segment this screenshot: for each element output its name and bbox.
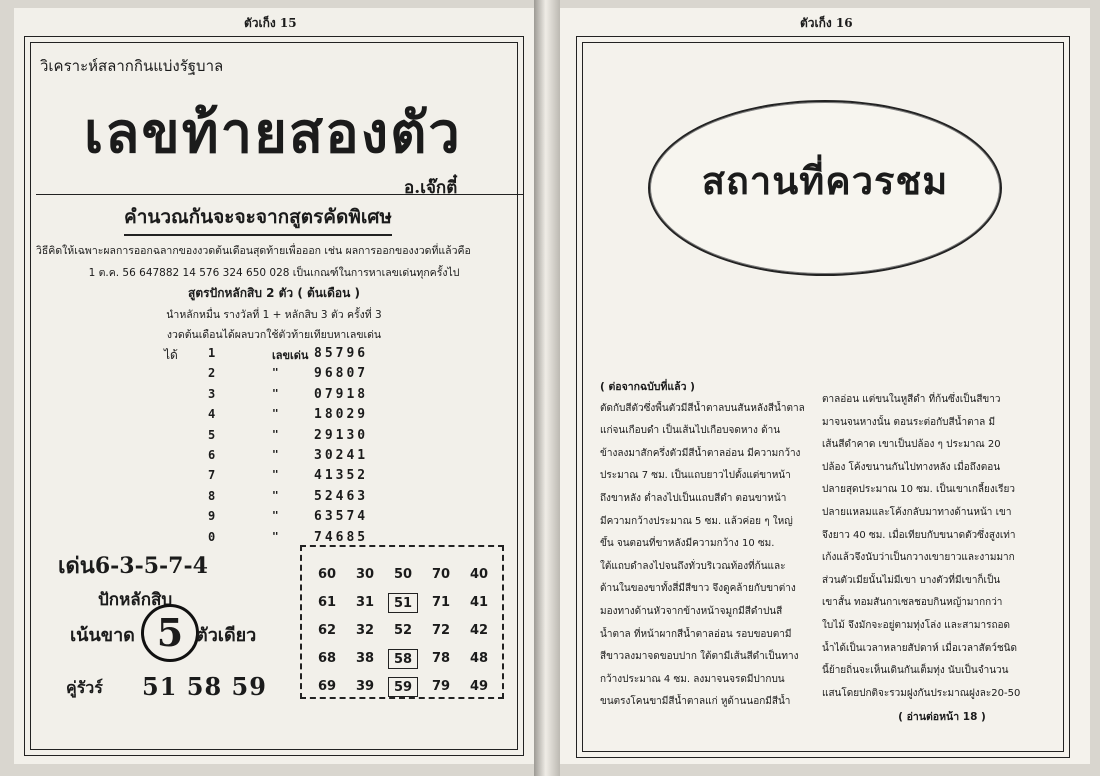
grid-cell: 68 [317, 651, 337, 666]
intro-line: วิธีคิดให้เฉพาะผลการออกฉลากของงวดต้นเดือนสุดท้ายเพื่อออก เช่น ผลการออกของงวดที่แล้วคือ [36, 245, 471, 257]
ditto-mark: " [272, 407, 279, 421]
grid-cell: 78 [431, 651, 451, 666]
row-index: 3 [208, 386, 216, 401]
article-line: ส่วนตัวเมียนั้นไม่มีเขา บางตัวที่มีเขาก็เป็น [822, 574, 1001, 586]
method-line: งวดต้นเดือนได้ผลบวกใช้ตัวท้ายเทียบหาเลขเด่น [166, 329, 382, 341]
grid-cell: 69 [317, 679, 337, 694]
article-line: ปลายแหลมและโค้งกลับมาทางด้านหน้า เขา [822, 506, 1012, 518]
ditto-mark: " [272, 468, 279, 482]
grid-cell: 50 [393, 567, 413, 582]
row-index: 9 [208, 509, 216, 524]
article-line: จึงยาว 40 ซม. เมื่อเทียบกับขนาดตัวซึ่งสูงเท่า [822, 529, 1016, 541]
grid-cell: 42 [469, 623, 489, 638]
article-line: ตัดกับสีตัวซึ่งพื้นตัวมีสีน้ำตาลบนสันหลังสีน้ำตาล [600, 402, 805, 414]
article-line: น้ำได้เป็นเวลาหลายสัปดาห์ เมื่อเวลาสัตว์ชนิด [822, 642, 1017, 654]
ditto-mark: " [272, 509, 279, 523]
grid-cell: 70 [431, 567, 451, 582]
row-index: 2 [208, 366, 216, 381]
grid-cell-highlighted: 59 [388, 677, 418, 697]
grid-cell: 38 [355, 651, 375, 666]
article-line: กว้างประมาณ 4 ซม. ลงมาจนจรดมีปากบน [600, 673, 785, 685]
article-line: ขึ้น จนตอนที่ขาหลังมีความกว้าง 10 ซม. [600, 538, 775, 550]
method-line: นำหลักหมื่น รางวัลที่ 1 + หลักสิบ 3 ตัว ครั้งที่ 3 [166, 309, 382, 321]
single-digit-circle: 5 [141, 604, 199, 662]
grid-cell: 31 [355, 595, 375, 610]
article-line: มีความกว้างประมาณ 5 ซม. แล้วค่อย ๆ ใหญ่ [600, 515, 793, 527]
pairs-label: คู่รัวร์ [66, 678, 103, 697]
lead-number: 30241 [314, 447, 369, 463]
divider [36, 194, 524, 195]
lead-number: 96807 [314, 366, 369, 382]
grid-cell: 62 [317, 623, 337, 638]
grid-cell: 79 [431, 679, 451, 694]
table-row [164, 428, 424, 448]
ditto-mark: " [272, 366, 279, 380]
grid-cell: 71 [431, 595, 451, 610]
page-number: ตัวเก็ง 16 [800, 16, 853, 30]
lead-number: 41352 [314, 468, 369, 484]
article-line: แก่จนเกือบดำ เป็นเส้นไปเกือบจดหาง ด้าน [600, 425, 781, 437]
article-line: ใบไม้ จึงมักจะอยู่ตามทุ่งโล่ง และสามารถอด [822, 619, 1011, 631]
row-index: 4 [208, 407, 216, 422]
grid-cell: 60 [317, 567, 337, 582]
article-line: ด้านในของขาทั้งสี่มีสีขาว จึงดูคล้ายกับขาต่าง [600, 583, 796, 595]
table-row [164, 407, 424, 427]
article-line: ปลายสุดประมาณ 10 ซม. เป็นเขาเกลี้ยงเรียว [822, 484, 1016, 496]
row-index: 1 [208, 346, 216, 360]
ditto-mark: " [272, 427, 279, 441]
grid-cell: 40 [469, 567, 489, 582]
tens-label: ปักหลักสิบ [98, 590, 173, 610]
lead-numbers: เด่น6-3-5-7-4 [58, 553, 208, 579]
row-index: 7 [208, 468, 216, 483]
article-line: ( อ่านต่อหน้า 18 ) [898, 711, 986, 724]
intro-line: 1 ต.ค. 56 647882 14 576 324 650 028 เป็นเกณฑ์ในการหาเลขเด่นทุกครั้งไป [88, 267, 460, 279]
lead-number-table [164, 346, 424, 550]
title-oval [648, 100, 1002, 276]
row-label: ได้ [164, 348, 178, 362]
article-line: ถึงขาหลัง ต่ำลงไปเป็นแถบสีดำ ตอนขาหน้า [600, 492, 787, 504]
grid-cell: 30 [355, 567, 375, 582]
grid-cell: 61 [317, 595, 337, 610]
article-line: ( ต่อจากฉบับที่แล้ว ) [600, 381, 695, 393]
article-line: แสนโดยปกติจะรวมฝูงกันประมาณฝูงละ20-50 [822, 687, 1021, 699]
article-column-left [600, 378, 840, 717]
grid-cell: 32 [355, 623, 375, 638]
article-line: ข้างลงมาสักครึ่งตัวมีสีน้ำตาลอ่อน มีความกว้าง [600, 447, 801, 459]
grid-cell-highlighted: 58 [388, 649, 418, 669]
article-line: ประมาณ 7 ซม. เป็นแถบยาวไปตั้งแต่ขาหน้า [600, 470, 791, 482]
grid-cell: 72 [431, 623, 451, 638]
lead-number: 07918 [314, 386, 369, 402]
lead-number: 52463 [314, 488, 369, 504]
row-index: 8 [208, 488, 216, 503]
grid-cell: 41 [469, 595, 489, 610]
author: อ.เจ๊กตี๋ [404, 178, 458, 198]
emphasis-label: เน้นขาด [70, 625, 135, 646]
grid-cell: 49 [469, 679, 489, 694]
ditto-mark: " [272, 447, 279, 461]
article-line: ขนตรงโคนขามีสีน้ำตาลแก่ หูด้านนอกมีสีน้ำ [600, 696, 791, 708]
article-line: เก้งแล้วจึงนับว่าเป็นกวางเขายาวและงามมาก [822, 552, 1015, 564]
subheading: คำนวณกันจะจะจากสูตรคัดพิเศษ [124, 202, 392, 236]
column-header: เลขเด่น [272, 349, 309, 362]
lead-number: 18029 [314, 407, 369, 423]
table-row [164, 448, 424, 468]
right-page [560, 8, 1090, 764]
table-row [164, 468, 424, 488]
article-line: ตาลอ่อน แต่ขนในหูสีดำ ที่ก้นซึ่งเป็นสีขาว [822, 394, 1001, 405]
single-label: ตัวเดียว [196, 625, 257, 646]
table-row [164, 346, 424, 366]
row-index: 6 [208, 447, 216, 462]
page-number: ตัวเก็ง 15 [244, 16, 297, 30]
ditto-mark: " [272, 386, 279, 400]
formula-title: สูตรปักหลักสิบ 2 ตัว ( ต้นเดือน ) [188, 286, 360, 300]
grid-cell: 39 [355, 679, 375, 694]
article-column-right [822, 392, 1062, 731]
page-gutter [534, 0, 560, 776]
kicker: วิเคราะห์สลากกินแบ่งรัฐบาล [40, 57, 224, 75]
lead-number: 85796 [314, 346, 369, 361]
article-line: ปล้อง โค้งขนานกันไปทางหลัง เมื่อถึงตอน [822, 461, 1001, 473]
table-row [164, 489, 424, 509]
article-line: นี้ย้ายถิ่นจะเห็นเดินกันเต็มทุ่ง นับเป็นจำนวน [822, 665, 1009, 677]
grid-cell: 48 [469, 651, 489, 666]
grid-cell-highlighted: 51 [388, 593, 418, 613]
grid-cell: 52 [393, 623, 413, 638]
lead-number: 63574 [314, 509, 369, 525]
table-row [164, 366, 424, 386]
row-index: 0 [208, 529, 216, 544]
left-page [14, 8, 534, 764]
table-row [164, 387, 424, 407]
headline: เลขท้ายสองตัว [84, 100, 462, 166]
pairs: 51 58 59 [142, 672, 267, 701]
article-line: สีขาวลงมาจดขอบปาก ใต้ตามีเส้นสีดำเป็นทาง [600, 651, 799, 663]
lead-number: 29130 [314, 427, 369, 443]
article-line: ใต้แถบดำลงไปจนถึงทั่วบริเวณท้องที่ก้นและ [600, 560, 786, 572]
article-line: น้ำตาล ที่หน้าผากสีน้ำตาลอ่อน รอบขอบตามี [600, 628, 792, 640]
ditto-mark: " [272, 488, 279, 502]
article-title: สถานที่ควรชม [701, 158, 949, 203]
ditto-mark: " [272, 529, 279, 543]
table-row [164, 509, 424, 529]
row-index: 5 [208, 427, 216, 442]
number-grid [300, 545, 504, 699]
article-line: เส้นสีดำคาด เขาเป็นปล้อง ๆ ประมาณ 20 [822, 439, 1001, 451]
article-line: เขาสั้น ทอมสันกาเซลชอบกินหญ้ามากกว่า [822, 597, 1003, 609]
article-line: มาจนจนหางนั้น ตอนระต่อกับสีน้ำตาล มี [822, 416, 996, 428]
article-line: มองทางด้านหัวจากข้างหน้าจมูกมีสีดำปนสี [600, 605, 783, 617]
lead-number: 74685 [314, 529, 369, 545]
